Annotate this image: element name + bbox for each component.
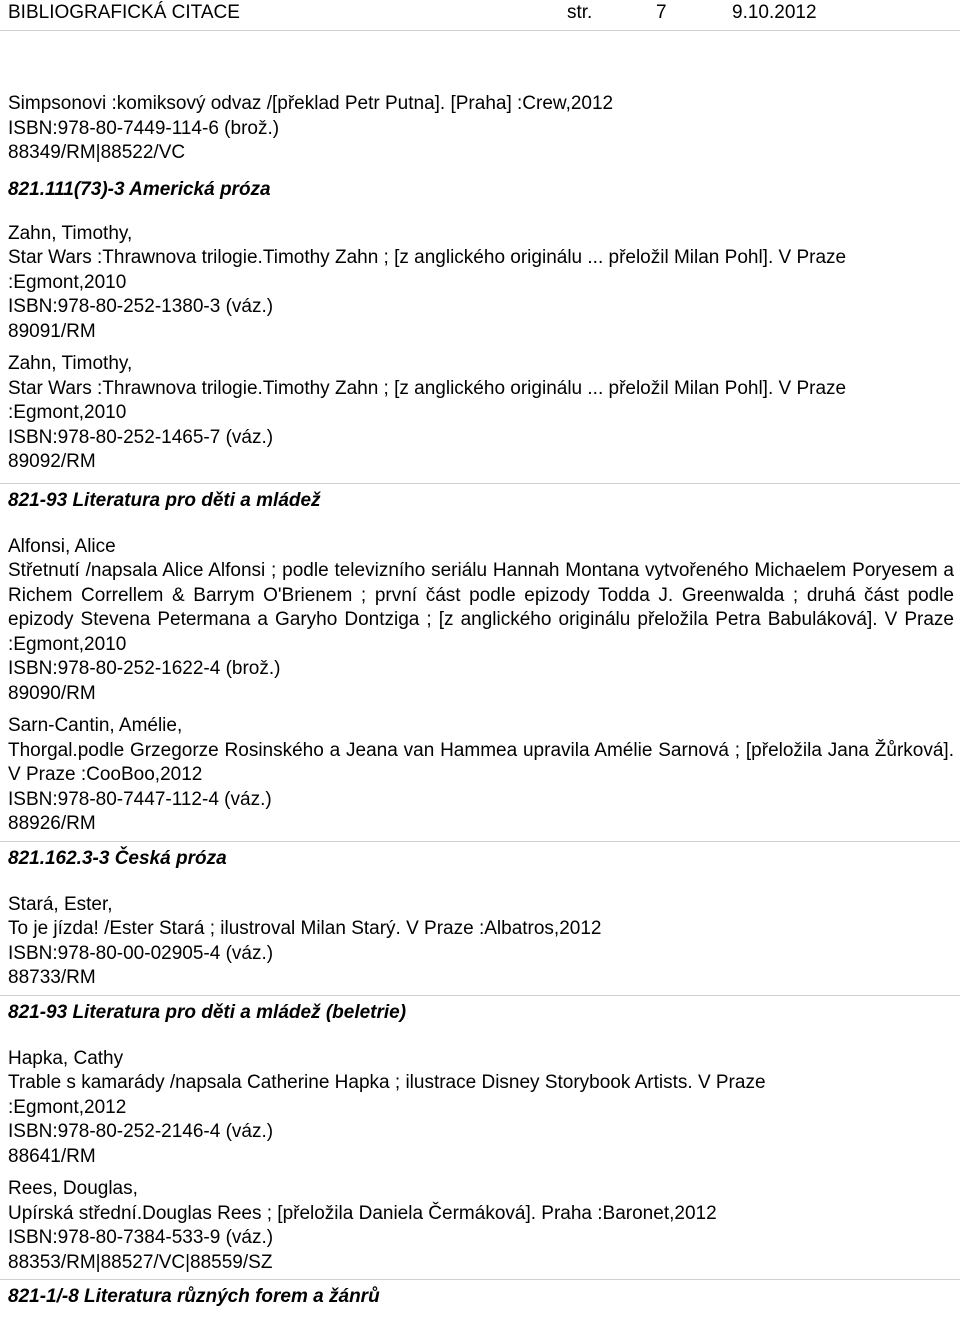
bibliographic-record — [8, 1177, 954, 1275]
record-publisher: :Egmont,2012 — [8, 1096, 127, 1118]
bibliography-list — [8, 92, 954, 1313]
section-heading — [8, 995, 954, 1029]
section-title: 821.162.3-3 Česká próza — [8, 847, 227, 869]
section-title: 821-1/-8 Literatura různých forem a žánrů — [8, 1286, 380, 1307]
record-isbn: ISBN:978-80-252-1622-4 (brož.) — [8, 658, 281, 679]
header-page-label: str. — [567, 2, 593, 23]
record-signature: 88641/RM — [8, 1145, 96, 1167]
record-author: Zahn, Timothy, — [8, 222, 133, 244]
record-isbn: ISBN:978-80-252-1380-3 (váz.) — [8, 296, 274, 317]
section-heading — [8, 1279, 954, 1313]
record-signature: 88353/RM|88527/VC|88559/SZ — [8, 1251, 273, 1273]
record-author: Rees, Douglas, — [8, 1178, 138, 1199]
record-isbn: ISBN:978-80-7384-533-9 (váz.) — [8, 1227, 274, 1248]
bibliographic-record — [8, 222, 954, 345]
section-heading — [8, 176, 954, 206]
record-title: Star Wars :Thrawnova trilogie.Timothy Zahn ; [z anglického originálu ... přeložil Milan Pohl]. V Praze — [8, 377, 847, 399]
record-isbn: ISBN:978-80-7449-114-6 (brož.) — [8, 117, 280, 139]
record-title: To je jízda! /Ester Stará ; ilustroval Milan Starý. V Praze :Albatros,2012 — [8, 918, 602, 939]
record-isbn: ISBN:978-80-252-2146-4 (váz.) — [8, 1121, 274, 1142]
section-divider — [0, 841, 960, 842]
record-publisher: :Egmont,2010 — [8, 271, 127, 293]
record-author: Zahn, Timothy, — [8, 353, 133, 374]
record-isbn: ISBN:978-80-7447-112-4 (váz.) — [8, 788, 272, 810]
record-title: Upírská střední.Douglas Rees ; [přeložila Daniela Čermáková]. Praha :Baronet,2012 — [8, 1202, 717, 1224]
record-signature: 88349/RM|88522/VC — [8, 142, 186, 163]
bibliographic-record — [8, 893, 954, 991]
record-publisher: :Egmont,2010 — [8, 402, 127, 423]
section-divider — [0, 1279, 960, 1280]
section-title: 821-93 Literatura pro děti a mládež — [8, 489, 321, 511]
header-date: 9.10.2012 — [732, 2, 817, 23]
section-divider — [0, 995, 960, 996]
record-isbn: ISBN:978-80-252-1465-7 (váz.) — [8, 426, 274, 448]
record-signature: 89090/RM — [8, 682, 96, 704]
section-heading — [8, 841, 954, 875]
record-description: Thorgal.podle Grzegorze Rosinského a Jeana van Hammea upravila Amélie Sarnová ; [přeložila Jana Žůrková]. V Praze :CooBoo,2012 — [8, 739, 954, 785]
section-title: 821-93 Literatura pro děti a mládež (beletrie) — [8, 1001, 407, 1023]
record-isbn: ISBN:978-80-00-02905-4 (váz.) — [8, 942, 274, 964]
record-signature: 89092/RM — [8, 451, 96, 472]
record-description: Střetnutí /napsala Alice Alfonsi ; podle televizního seriálu Hannah Montana vytvořeného Michaelem Poryesem a Richem Correllem & Barrym O'Brienem ; první část podle epizody Todda J. Greenwalda ; druhá část podle epizody Stevena Petermana a Garyho Dontziga ; [z anglického originálu přeložila Petra Babuláková]. V Praze :Egmont,2010 — [8, 560, 954, 655]
record-author: Stará, Ester, — [8, 893, 113, 915]
section-title: 821.111(73)-3 Americká próza — [8, 178, 271, 200]
record-author: Sarn-Cantin, Amélie, — [8, 715, 183, 736]
bibliographic-record — [8, 92, 954, 166]
record-author: Alfonsi, Alice — [8, 535, 116, 557]
bibliographic-record — [8, 535, 954, 707]
bibliographic-record — [8, 352, 954, 475]
record-signature: 89091/RM — [8, 320, 96, 342]
section-heading — [8, 483, 954, 517]
record-author: Hapka, Cathy — [8, 1047, 124, 1069]
section-divider — [0, 483, 960, 484]
record-title: Trable s kamarády /napsala Catherine Hapka ; ilustrace Disney Storybook Artists. V Praze — [8, 1072, 766, 1093]
header-title: BIBLIOGRAFICKÁ CITACE — [8, 2, 240, 23]
record-title: Simpsonovi :komiksový odvaz /[překlad Petr Putna]. [Praha] :Crew,2012 — [8, 93, 614, 114]
bibliographic-record — [8, 1047, 954, 1170]
record-signature: 88733/RM — [8, 967, 96, 988]
header-page-number: 7 — [656, 2, 667, 23]
header-divider — [0, 30, 960, 31]
record-signature: 88926/RM — [8, 813, 96, 834]
page-header — [0, 0, 960, 28]
record-title: Star Wars :Thrawnova trilogie.Timothy Zahn ; [z anglického originálu ... přeložil Milan Pohl]. V Praze — [8, 247, 847, 268]
bibliographic-record — [8, 714, 954, 837]
